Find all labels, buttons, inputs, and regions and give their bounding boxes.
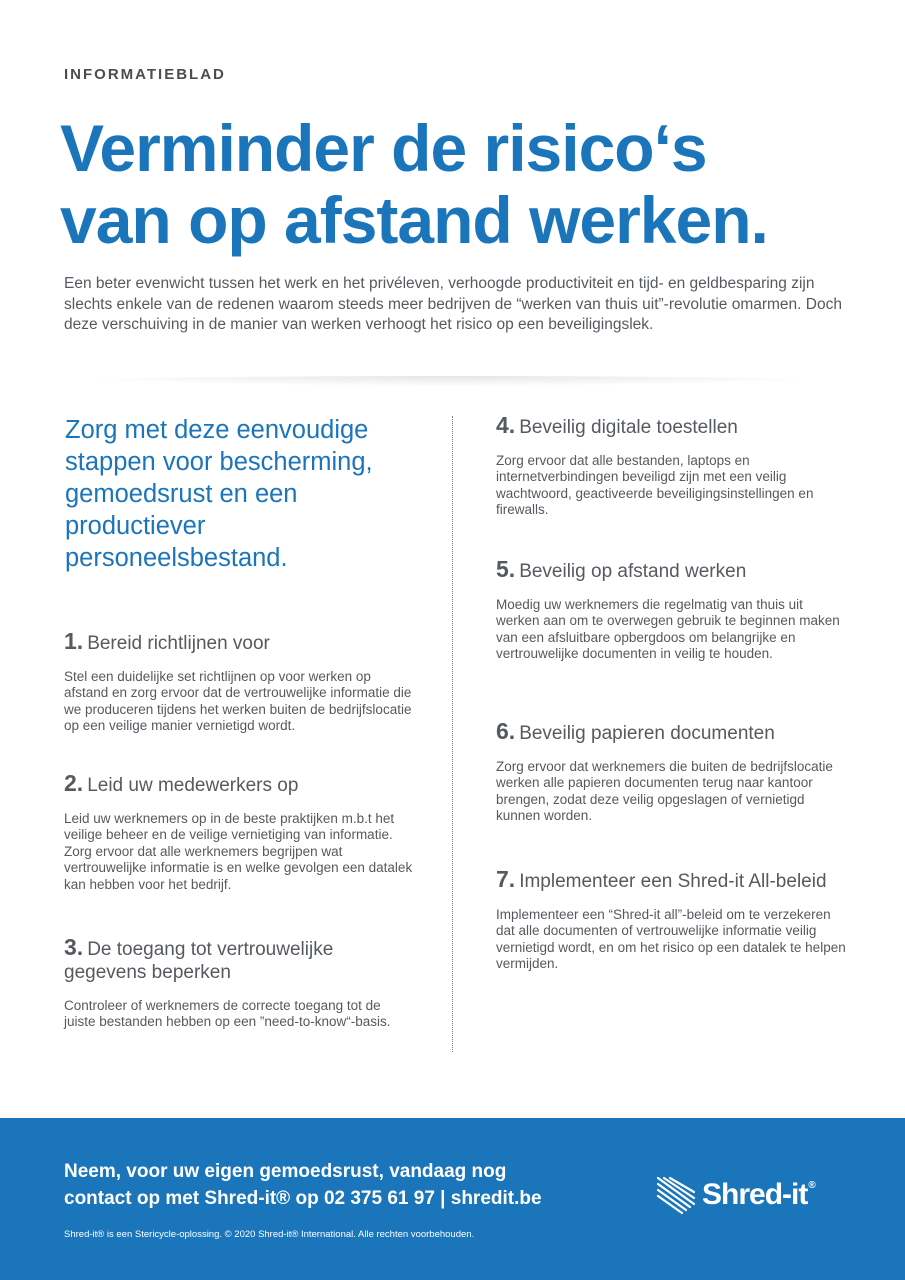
kicker-label: INFORMATIEBLAD — [64, 66, 226, 83]
step-number: 3. — [64, 934, 84, 960]
step-4 — [496, 414, 826, 519]
section-divider — [60, 376, 840, 386]
step-heading — [496, 720, 846, 745]
step-title: Bereid richtlijnen voor — [87, 633, 270, 654]
step-5 — [496, 558, 846, 663]
shred-it-logo — [652, 1174, 852, 1218]
step-body: Controleer of werknemers de correcte toegang tot de juiste bestanden hebben op een ”need-to-know“-basis. — [64, 998, 391, 1030]
step-heading — [496, 868, 846, 893]
shred-lines-icon — [656, 1176, 696, 1214]
legal-notice: Shred-it® is een Stericycle-oplossing. © 2020 Shred-it® International. Alle rechten voorbehouden. — [64, 1229, 475, 1240]
step-body: Implementeer een “Shred-it all”-beleid om te verzekeren dat alle documenten of vertrouwelijke informatie veilig vernietigd wordt, en om het risico op een datalek te helpen vermijden. — [496, 907, 846, 972]
title-line-2: van op afstand werken. — [60, 183, 768, 257]
step-number: 2. — [64, 770, 84, 796]
step-title: Beveilig papieren documenten — [519, 723, 775, 744]
title-line-1: Verminder de risico‘s — [60, 111, 707, 185]
step-title: De toegang tot vertrouwelijke gegevens beperken — [64, 939, 334, 983]
step-number: 7. — [496, 866, 516, 892]
step-number: 1. — [64, 628, 84, 654]
step-7 — [496, 868, 846, 973]
step-body: Moedig uw werknemers die regelmatig van thuis uit werken aan om te overwegen gebruik te beginnen maken van een afsluitbare opbergdoos om belangrijke en vertrouwelijke documenten in veilig te houden. — [496, 597, 840, 662]
step-heading — [64, 936, 414, 984]
step-body: Leid uw werknemers op in de beste praktijken m.b.t het veilige beheer en de veilige vernietiging van informatie. Zorg ervoor dat alle werknemers begrijpen wat vertrouwelijke informatie is en welke gevolgen een datalek kan hebben voor het bedrijf. — [64, 811, 413, 892]
step-2 — [64, 772, 414, 893]
step-title: Implementeer een Shred-it All-beleid — [519, 871, 827, 892]
step-3 — [64, 936, 414, 1031]
step-title: Leid uw medewerkers op — [87, 775, 299, 796]
page-title — [60, 112, 880, 256]
step-heading — [64, 630, 414, 655]
contact-cta — [64, 1158, 624, 1212]
step-heading — [496, 558, 846, 583]
step-title: Beveilig op afstand werken — [519, 561, 747, 582]
step-title: Beveilig digitale toestellen — [519, 417, 738, 438]
step-body: Stel een duidelijke set richtlijnen op voor werken op afstand en zorg ervoor dat de vertrouwelijke informatie die we produceren tijdens het werken buiten de bedrijfslocatie op een veilige manier vernietigd wordt. — [64, 669, 412, 734]
logo-wordmark — [702, 1178, 815, 1212]
footer-banner — [0, 1118, 905, 1280]
step-heading — [496, 414, 826, 439]
step-number: 5. — [496, 556, 516, 582]
step-number: 6. — [496, 718, 516, 744]
cta-line-1: Neem, voor uw eigen gemoedsrust, vandaag nog — [64, 1161, 507, 1182]
cta-line-2: contact op met Shred-it® op 02 375 61 97 | shredit.be — [64, 1188, 542, 1209]
step-heading — [64, 772, 414, 797]
step-body: Zorg ervoor dat alle bestanden, laptops en internetverbindingen beveiligd zijn met een veilig wachtwoord, geactiveerde beveiligingsinstellingen en firewalls. — [496, 453, 814, 518]
step-1 — [64, 630, 414, 735]
registered-mark: ® — [808, 1180, 815, 1191]
step-body: Zorg ervoor dat werknemers die buiten de bedrijfslocatie werken alle papieren documenten terug naar kantoor brengen, zodat deze veilig opgeslagen of vernietigd kunnen worden. — [496, 759, 833, 824]
step-number: 4. — [496, 412, 516, 438]
intro-paragraph: Een beter evenwicht tussen het werk en het privéleven, verhoogde productiviteit en tijd- en geldbesparing zijn slechts enkele van de redenen waarom steeds meer bedrijven de “werken van thuis uit”-revolutie omarmen. Doch deze verschuiving in de manier van werken verhoogt het risico op een beveiligingslek. — [64, 275, 842, 333]
logo-text: Shred-it — [702, 1178, 808, 1211]
column-divider — [452, 416, 453, 1052]
step-6 — [496, 720, 846, 825]
lead-statement: Zorg met deze eenvoudige stappen voor bescherming, gemoedsrust en een productiever personeelsbestand. — [65, 416, 373, 572]
